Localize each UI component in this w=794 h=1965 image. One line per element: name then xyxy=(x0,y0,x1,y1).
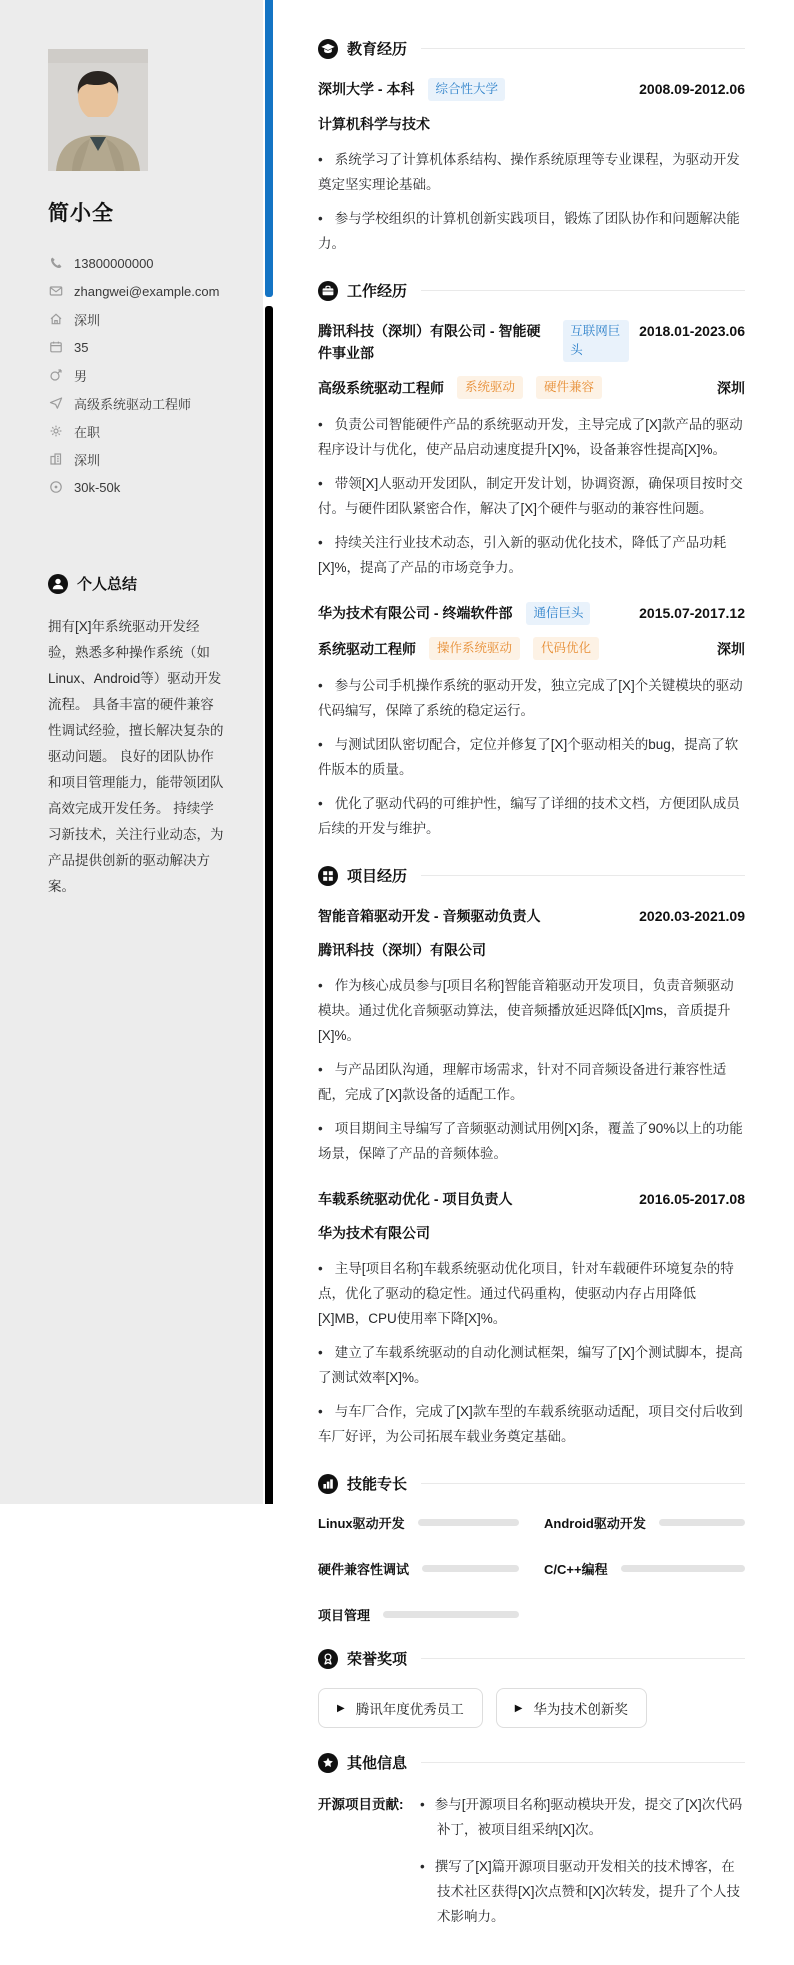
star-badge-icon xyxy=(318,1753,338,1773)
profile-photo xyxy=(48,49,148,171)
contact-status: 在职 xyxy=(48,417,241,445)
skill-bar-track xyxy=(422,1565,519,1572)
work-location: 深圳 xyxy=(717,379,745,396)
contact-list xyxy=(48,249,241,501)
resume-content xyxy=(318,38,745,1965)
contact-email: zhangwei@example.com xyxy=(48,277,241,305)
graduation-cap-icon xyxy=(318,39,338,59)
person-icon xyxy=(48,574,68,594)
education-bullet: • 系统学习了计算机体系结构、操作系统原理等专业课程，为驱动开发奠定坚实理论基础。 xyxy=(318,147,745,197)
divider xyxy=(421,1762,745,1763)
skill-tag: 代码优化 xyxy=(533,637,599,660)
project-bullet: • 项目期间主导编写了音频驱动测试用例[X]条，覆盖了90%以上的功能场景，保障了产品的音频体验。 xyxy=(318,1116,745,1166)
section-honors xyxy=(318,1648,745,1728)
company-icon xyxy=(48,452,63,467)
education-header: 教育经历 xyxy=(318,38,745,59)
scrollbar-thumb[interactable] xyxy=(265,0,273,297)
play-icon: ▶ xyxy=(337,1702,345,1714)
other-label: 开源项目贡献: xyxy=(318,1797,404,1812)
company-name: 腾讯科技（深圳）有限公司 - 智能硬件事业部 xyxy=(318,323,541,361)
skill-tag: 硬件兼容 xyxy=(536,376,602,399)
contact-phone: 13800000000 xyxy=(48,249,241,277)
phone-icon xyxy=(48,256,63,271)
honors-header: 荣誉奖项 xyxy=(318,1648,745,1669)
scrollbar[interactable] xyxy=(265,0,273,1504)
project-name: 车载系统驱动优化 - 项目负责人 xyxy=(318,1191,513,1207)
work-bullet: • 与测试团队密切配合，定位并修复了[X]个驱动相关的bug，提高了软件版本的质量。 xyxy=(318,732,745,782)
job-role: 高级系统驱动工程师 xyxy=(318,379,444,396)
skill-item: 硬件兼容性调试 xyxy=(318,1559,519,1578)
work-bullet: • 带领[X]人驱动开发团队，制定开发计划，协调资源，确保项目按时交付。与硬件团队紧密合作，解决了[X]个硬件与驱动的兼容性问题。 xyxy=(318,471,745,521)
skill-item: Android驱动开发 xyxy=(544,1513,745,1532)
sidebar xyxy=(0,0,263,1504)
section-skills xyxy=(318,1473,745,1624)
section-work xyxy=(318,280,745,841)
job-title-icon xyxy=(48,396,63,411)
salary-icon xyxy=(48,480,63,495)
honor-button[interactable]: ▶ 腾讯年度优秀员工 xyxy=(318,1688,483,1728)
job-role: 系统驱动工程师 xyxy=(318,640,416,657)
honor-list xyxy=(318,1688,745,1728)
skill-list xyxy=(318,1513,745,1624)
company-badge: 通信巨头 xyxy=(526,602,590,625)
work-bullet: • 优化了驱动代码的可维护性，编写了详细的技术文档，方便团队成员后续的开发与维护。 xyxy=(318,791,745,841)
project-bullet: • 与车厂合作，完成了[X]款车型的车载系统驱动适配，项目交付后收到车厂好评，为公司拓展车载业务奠定基础。 xyxy=(318,1399,745,1449)
project-org: 华为技术有限公司 xyxy=(318,1225,430,1241)
other-bullet: • 撰写了[X]篇开源项目驱动开发相关的技术博客，在技术社区获得[X]次点赞和[X]次转发，提升了个人技术影响力。 xyxy=(420,1854,745,1929)
major: 计算机科学与技术 xyxy=(318,116,430,132)
section-projects xyxy=(318,865,745,1449)
grid-icon xyxy=(318,866,338,886)
project-bullet: • 作为核心成员参与[项目名称]智能音箱驱动开发项目，负责音频驱动模块。通过优化音频驱动算法，使音频播放延迟降低[X]ms，音质提升[X]%。 xyxy=(318,973,745,1048)
age-icon xyxy=(48,340,63,355)
contact-company-city: 深圳 xyxy=(48,445,241,473)
profile-photo-illustration xyxy=(48,49,148,171)
bar-chart-icon xyxy=(318,1474,338,1494)
briefcase-icon xyxy=(318,281,338,301)
contact-age: 35 xyxy=(48,333,241,361)
skills-header: 技能专长 xyxy=(318,1473,745,1494)
work-entry xyxy=(318,602,745,841)
work-bullet: • 负责公司智能硬件产品的系统驱动开发，主导完成了[X]款产品的驱动程序设计与优化，使产品启动速度提升[X]%，设备兼容性提高[X]%。 xyxy=(318,412,745,462)
project-date: 2020.03-2021.09 xyxy=(639,908,745,924)
summary-header xyxy=(48,573,241,594)
divider xyxy=(421,48,745,49)
contact-job-title: 高级系统驱动工程师 xyxy=(48,389,241,417)
work-bullet: • 持续关注行业技术动态，引入新的驱动优化技术，降低了产品功耗[X]%，提高了产品的市场竞争力。 xyxy=(318,530,745,580)
project-bullet: • 与产品团队沟通，理解市场需求，针对不同音频设备进行兼容性适配，完成了[X]款设备的适配工作。 xyxy=(318,1057,745,1107)
skill-tag: 系统驱动 xyxy=(457,376,523,399)
project-entry xyxy=(318,905,745,1166)
school-name: 深圳大学 - 本科 xyxy=(318,81,415,97)
company-badge: 互联网巨头 xyxy=(563,320,629,362)
skill-item: 项目管理 xyxy=(318,1605,519,1624)
email-icon xyxy=(48,284,63,299)
divider xyxy=(421,875,745,876)
project-date: 2016.05-2017.08 xyxy=(639,1191,745,1207)
contact-home-city: 深圳 xyxy=(48,305,241,333)
medal-icon xyxy=(318,1649,338,1669)
skill-item: C/C++编程 xyxy=(544,1559,745,1578)
candidate-name: 简小全 xyxy=(48,202,114,225)
other-info xyxy=(318,1792,745,1941)
section-other xyxy=(318,1752,745,1941)
contact-salary: 30k-50k xyxy=(48,473,241,501)
skill-bar-track xyxy=(621,1565,745,1572)
divider xyxy=(421,290,745,291)
skill-bar-track xyxy=(659,1519,745,1526)
honor-button[interactable]: ▶ 华为技术创新奖 xyxy=(496,1688,647,1728)
other-bullet: • 参与[开源项目名称]驱动模块开发，提交了[X]次代码补丁，被项目组采纳[X]次。 xyxy=(420,1792,745,1842)
other-header: 其他信息 xyxy=(318,1752,745,1773)
project-org: 腾讯科技（深圳）有限公司 xyxy=(318,942,486,958)
skill-bar-track xyxy=(418,1519,519,1526)
company-name: 华为技术有限公司 - 终端软件部 xyxy=(318,605,513,621)
skill-item: Linux驱动开发 xyxy=(318,1513,519,1532)
work-entry xyxy=(318,320,745,580)
school-badge: 综合性大学 xyxy=(428,78,505,101)
project-name: 智能音箱驱动开发 - 音频驱动负责人 xyxy=(318,908,541,924)
divider xyxy=(421,1658,745,1659)
education-date: 2008.09-2012.06 xyxy=(639,81,745,97)
skill-bar-track xyxy=(383,1611,519,1618)
contact-gender: 男 xyxy=(48,361,241,389)
summary-text: 拥有[X]年系统驱动开发经验，熟悉多种操作系统（如Linux、Android等）驱动开发流程。 具备丰富的硬件兼容性调试经验，擅长解决复杂的驱动问题。 良好的团队协作和项目管理能力，能带领团队高效完成开发任务。 持续学习新技术，关注行业动态，为产品提供创新的驱动解决方案。 xyxy=(48,619,224,894)
scrollbar-track[interactable] xyxy=(265,306,273,1504)
status-icon xyxy=(48,424,63,439)
work-date: 2015.07-2017.12 xyxy=(639,605,745,621)
project-entry xyxy=(318,1188,745,1449)
work-header: 工作经历 xyxy=(318,280,745,301)
work-date: 2018.01-2023.06 xyxy=(639,323,745,339)
project-bullet: • 建立了车载系统驱动的自动化测试框架，编写了[X]个测试脚本，提高了测试效率[X]%。 xyxy=(318,1340,745,1390)
education-entry xyxy=(318,78,745,256)
project-bullet: • 主导[项目名称]车载系统驱动优化项目，针对车载硬件环境复杂的特点，优化了驱动的稳定性。通过代码重构，使驱动内存占用降低[X]MB，CPU使用率下降[X]%。 xyxy=(318,1256,745,1331)
section-education xyxy=(318,38,745,256)
home-icon xyxy=(48,312,63,327)
work-location: 深圳 xyxy=(717,640,745,657)
work-bullet: • 参与公司手机操作系统的驱动开发，独立完成了[X]个关键模块的驱动代码编写，保障了系统的稳定运行。 xyxy=(318,673,745,723)
education-bullet: • 参与学校组织的计算机创新实践项目，锻炼了团队协作和问题解决能力。 xyxy=(318,206,745,256)
divider xyxy=(421,1483,745,1484)
projects-header: 项目经历 xyxy=(318,865,745,886)
skill-tag: 操作系统驱动 xyxy=(429,637,520,660)
gender-icon xyxy=(48,368,63,383)
play-icon: ▶ xyxy=(514,1702,523,1714)
summary-title: 个人总结 xyxy=(77,576,138,593)
